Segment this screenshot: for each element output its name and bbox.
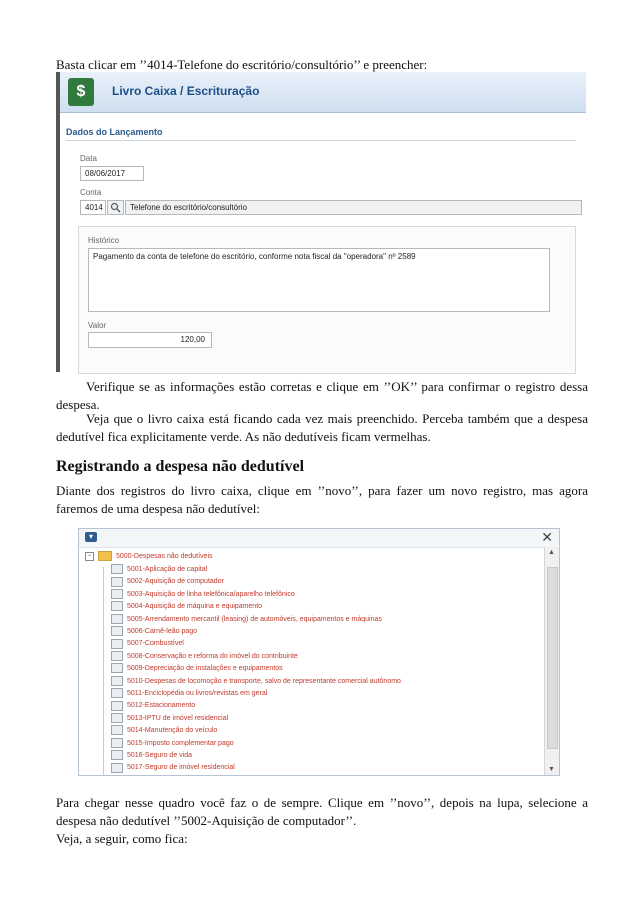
tree-item-label: 5006-Carnê-leão pago: [127, 628, 198, 635]
left-edge-bar: [56, 72, 60, 372]
value-label: Valor: [88, 321, 107, 330]
tree-item[interactable]: [111, 712, 228, 725]
tree-item[interactable]: [111, 613, 382, 626]
section-heading: Registrando a despesa não dedutível: [56, 458, 305, 475]
tree-item[interactable]: [111, 563, 207, 576]
value-field[interactable]: 120,00: [88, 332, 212, 348]
tree-item-label: 5001-Aplicação de capital: [127, 566, 208, 573]
document-icon: [111, 701, 123, 711]
app-header: [60, 72, 586, 113]
date-label: Data: [80, 154, 97, 163]
document-icon: [111, 725, 123, 735]
date-field[interactable]: 08/06/2017: [80, 166, 144, 181]
tree-root[interactable]: [85, 550, 213, 563]
tree-item[interactable]: [111, 575, 224, 588]
tree-item-label: 5009-Depreciação de instalações e equipamentos: [127, 665, 283, 673]
tree-item-label: 5004-Aquisição de máquina e equipamento: [127, 603, 263, 611]
tree-item-label: 5016-Seguro de vida: [127, 752, 192, 759]
history-textarea[interactable]: Pagamento da conta de telefone do escritório, conforme nota fiscal da "operadora" nº 2589: [88, 248, 550, 312]
document-icon: [111, 626, 123, 636]
paragraph-verify: Verifique se as informações estão corretas e clique em ’’OK’’ para confirmar o registro dessa despesa.: [56, 379, 588, 412]
vertical-scrollbar[interactable]: [544, 547, 559, 775]
tree-item[interactable]: [111, 687, 267, 700]
app-title: Livro Caixa / Escrituração: [112, 84, 260, 98]
history-label: Histórico: [88, 236, 120, 245]
tree-item-label: 5010-Despesas de locomoção e transporte, salvo de representante comercial autônomo: [127, 677, 401, 685]
document-icon: [111, 763, 123, 773]
tree-item[interactable]: [111, 637, 184, 650]
document-icon: [111, 688, 123, 698]
expense-tree-dialog: [78, 528, 560, 776]
paragraph-conclusion: Veja, a seguir, como fica:: [56, 831, 188, 846]
tree-item[interactable]: [111, 625, 197, 638]
tree-item[interactable]: [111, 588, 295, 601]
document-icon: [111, 589, 123, 599]
money-book-icon: $: [68, 78, 94, 106]
account-name-field: Telefone do escritório/consultório: [125, 200, 582, 215]
tree-item[interactable]: [111, 761, 235, 774]
tree-item-label: 5003-Aquisição de linha telefônica/aparelho telefônico: [127, 590, 295, 598]
scroll-thumb[interactable]: [547, 567, 558, 749]
document-icon: [111, 663, 123, 673]
close-icon[interactable]: ✕: [541, 529, 553, 545]
section-divider: [66, 140, 576, 141]
document-icon: [111, 564, 123, 574]
tree-item[interactable]: [111, 749, 192, 762]
search-icon[interactable]: [107, 200, 124, 215]
tree-item-label: 5007-Combustível: [127, 640, 184, 648]
document-icon: [111, 676, 123, 686]
tree-guide-line: [103, 567, 104, 775]
document-icon: [111, 614, 123, 624]
expense-tree: [79, 547, 543, 775]
tree-item[interactable]: [111, 724, 217, 737]
document-icon: [111, 651, 123, 661]
scroll-up-icon[interactable]: ▲: [548, 549, 555, 556]
tree-item-label: 5015-Imposto complementar pago: [127, 739, 234, 747]
paragraph-instructions: Para chegar nesse quadro você faz o de sempre. Clique em ’’novo’’, depois na lupa, selecione a despesa não dedutível ’’5002-Aquisição de computador’’.: [56, 795, 588, 828]
scroll-down-icon[interactable]: ▼: [548, 766, 555, 773]
document-icon: [111, 639, 123, 649]
tree-item[interactable]: [111, 600, 262, 613]
document-icon: [111, 713, 123, 723]
paragraph-novo-registro: Diante dos registros do livro caixa, clique em ’’novo’’, para fazer um novo registro, mas agora faremos de uma despesa não dedutível:: [56, 483, 588, 516]
tree-item-label: 5013-IPTU de imóvel residencial: [127, 714, 229, 722]
tree-item-label: 5014-Manutenção do veículo: [127, 727, 218, 735]
collapse-icon[interactable]: ▾: [85, 532, 97, 542]
tree-item-label: 5011-Enciclopédia ou livros/revistas em geral: [127, 690, 268, 697]
tree-item-label: 5012-Estacionamento: [127, 702, 196, 710]
tree-item[interactable]: [111, 662, 283, 675]
livro-caixa-screenshot: [56, 72, 586, 372]
tree-item-label: 5008-Conservação e reforma do imóvel do contribuinte: [127, 652, 298, 660]
collapse-toggle-icon[interactable]: −: [85, 552, 94, 561]
tree-item[interactable]: [111, 737, 234, 750]
paragraph-livro-caixa: Veja que o livro caixa está ficando cada vez mais preenchido. Perceba também que a despesa dedutível fica explicitamente verde. As não dedutíveis ficam vermelhas.: [56, 411, 588, 444]
tree-item[interactable]: [111, 675, 401, 688]
document-icon: [111, 577, 123, 587]
account-label: Conta: [80, 188, 102, 197]
dialog-toolbar: [79, 529, 559, 548]
document-icon: [111, 601, 123, 611]
intro-paragraph: Basta clicar em ’’4014-Telefone do escritório/consultório’’ e preencher:: [56, 57, 428, 72]
tree-root-label: 5000-Despesas não dedutíveis: [116, 553, 213, 560]
tree-item[interactable]: [111, 650, 298, 663]
tree-item-label: 5005-Arrendamento mercantil (leasing) de automóveis, equipamentos e máquinas: [127, 615, 382, 623]
document-icon: [111, 738, 123, 748]
folder-icon: [98, 551, 112, 561]
tree-item-label: 5002-Aquisição de computador: [127, 578, 224, 586]
section-title: Dados do Lançamento: [66, 127, 163, 137]
account-code-field[interactable]: 4014: [80, 200, 106, 215]
document-icon: [111, 750, 123, 760]
tree-item[interactable]: [111, 699, 195, 712]
tree-item-label: 5017-Seguro de imóvel residencial: [127, 764, 235, 772]
